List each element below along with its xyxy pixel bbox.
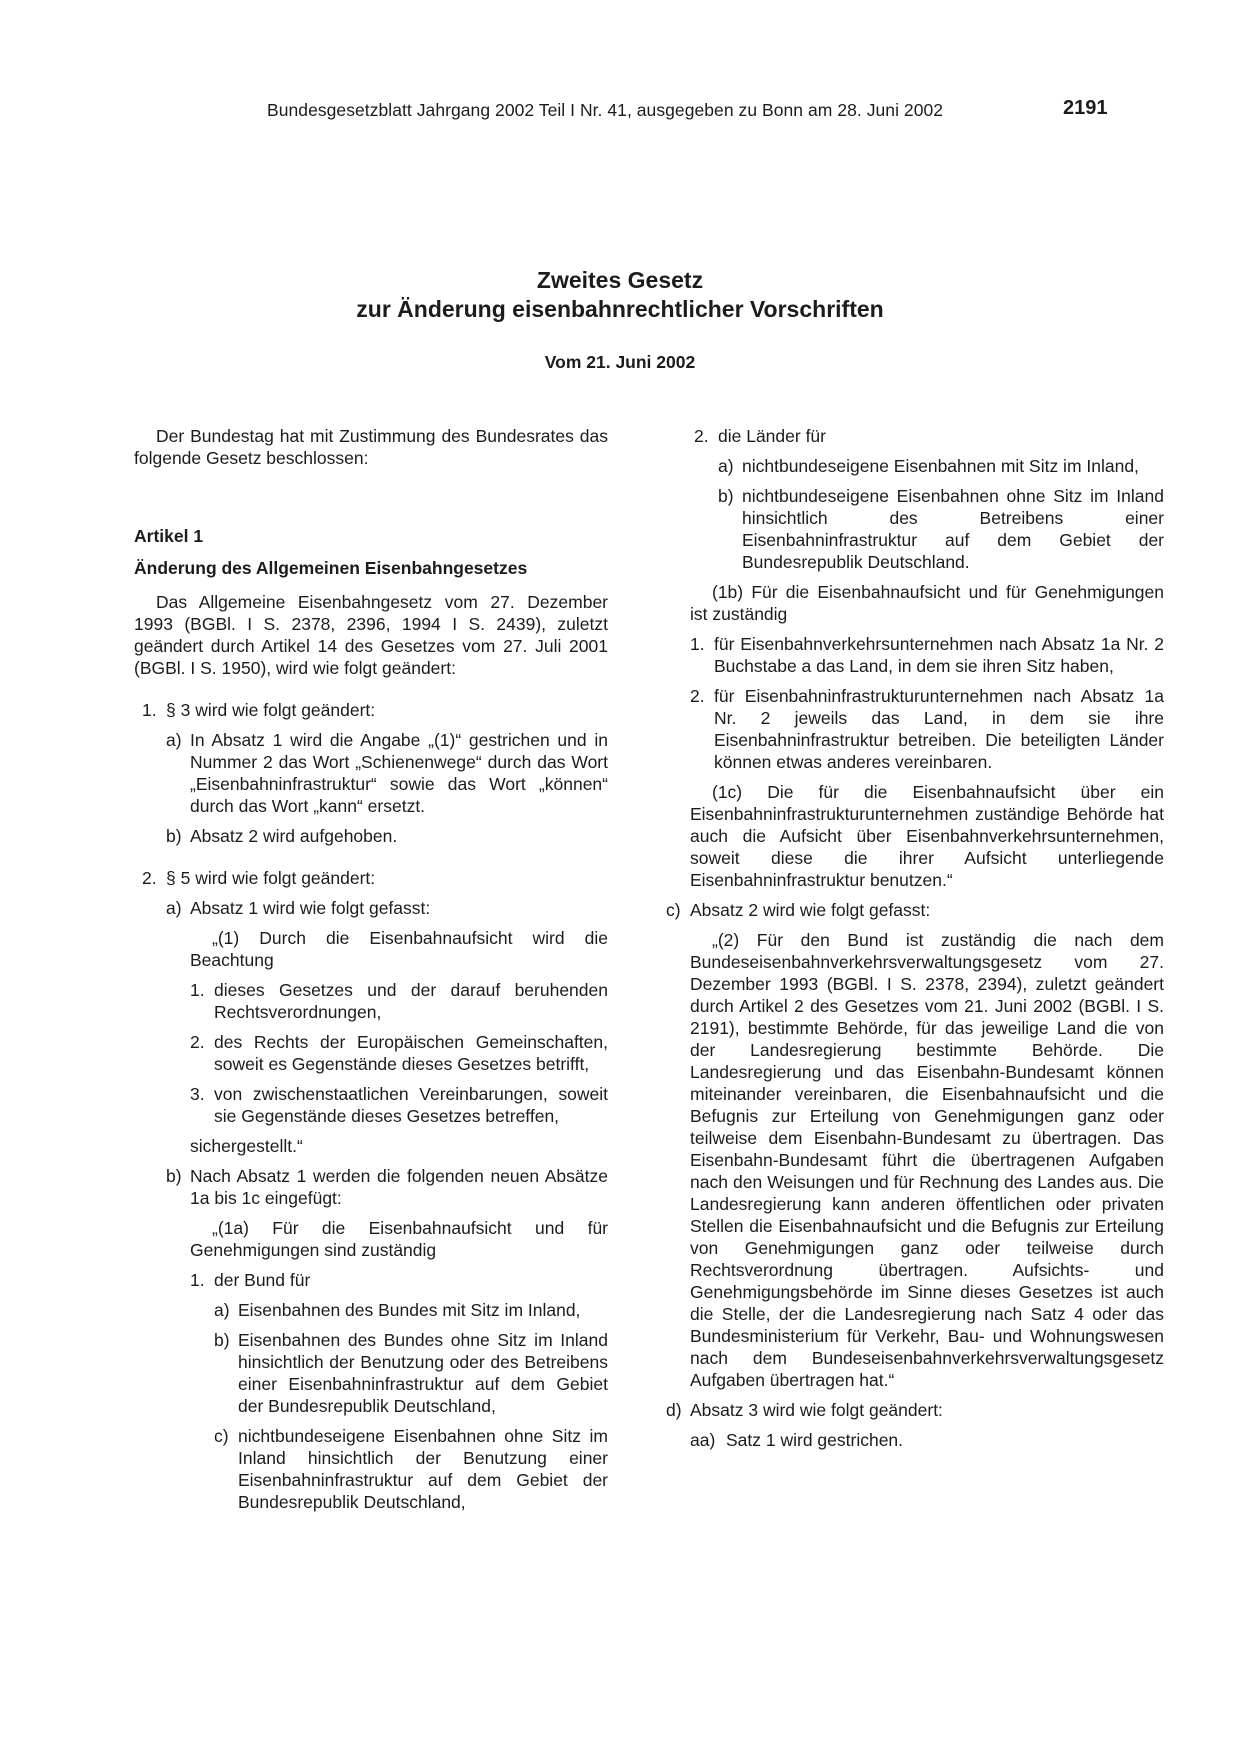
quote-text: „(1) Durch die Eisenbahnaufsicht wird die Beachtung [190,928,608,970]
item-label: a) [166,730,182,750]
paragraph-1c: (1c) Die für die Eisenbahnaufsicht über ein Eisenbahninfrastrukturunternehmen zuständige Behörde hat auch die Aufsicht über Eisenbahnverkehrsunternehmen, soweit diese die ihrer Aufsicht unterliegende Eisenbahninfrastruktur benutzen.“ [690,782,1164,890]
list-item [166,897,608,919]
item-label: a) [718,456,734,476]
page-number: 2191 [1063,97,1108,119]
item-label: b) [718,486,734,506]
item-text: Eisenbahnen des Bundes mit Sitz im Inland, [238,1300,581,1320]
item-label: 1. [142,700,157,720]
item-text: des Rechts der Europäischen Gemeinschaften, soweit es Gegenstände dieses Gesetzes betrifft, [214,1032,608,1074]
law-date: Vom 21. Juni 2002 [544,352,696,372]
item-text: Absatz 1 wird wie folgt gefasst: [190,898,431,918]
item-text: von zwischenstaatlichen Vereinbarungen, soweit sie Gegenstände dieses Gesetzes betreffen, [214,1084,608,1126]
item-text: Absatz 2 wird wie folgt gefasst: [690,900,931,920]
item-label: c) [666,900,681,920]
item-text: Absatz 3 wird wie folgt geändert: [690,1400,943,1420]
item-text: Nach Absatz 1 werden die folgenden neuen Absätze 1a bis 1c eingefügt: [190,1166,608,1208]
item-label: a) [214,1300,230,1320]
item-text: nichtbundeseigene Eisenbahnen ohne Sitz im Inland hinsichtlich der Benutzung einer Eisenbahninfrastruktur auf dem Gebiet der Bundesrepublik Deutschland, [238,1426,608,1512]
list-item [666,899,1164,921]
item-text: für Eisenbahninfrastrukturunternehmen nach Absatz 1a Nr. 2 jeweils das Land, in dem sie ihre Eisenbahninfrastruktur betreiben. Die beteiligten Länder können etwas anderes vereinbaren. [714,686,1164,772]
list-item [690,1429,1164,1451]
title-line-1: Zweites Gesetz [536,267,704,293]
item-label: a) [166,898,182,918]
list-item [166,1165,608,1209]
list-item [666,1399,1164,1421]
item-label: b) [166,1166,182,1186]
running-header: Bundesgesetzblatt Jahrgang 2002 Teil I Nr. 41, ausgegeben zu Bonn am 28. Juni 2002 [267,100,944,120]
item-text: nichtbundeseigene Eisenbahnen ohne Sitz im Inland hinsichtlich des Betreibens einer Eisenbahninfrastruktur auf dem Gebiet der Bundesrepublik Deutschland. [742,486,1164,572]
list-item [166,825,608,847]
list-item [214,1329,608,1417]
article-intro: Das Allgemeine Eisenbahngesetz vom 27. Dezember 1993 (BGBl. I S. 2378, 2396, 1994 I S. 2439), zuletzt geändert durch Artikel 14 des Gesetzes vom 27. Juli 2001 (BGBl. I S. 1950), wird wie folgt geändert: [134,592,608,678]
list-item [690,685,1164,773]
item-label: b) [214,1330,230,1350]
law-title [0,266,1240,324]
item-text: § 5 wird wie folgt geändert: [166,868,376,888]
list-item [166,729,608,817]
item-text: Eisenbahnen des Bundes ohne Sitz im Inland hinsichtlich der Benutzung oder des Betreibens einer Eisenbahninfrastruktur auf dem Gebiet der Bundesrepublik Deutschland, [238,1330,608,1416]
quote-end: sichergestellt.“ [190,1136,303,1156]
item-text: nichtbundeseigene Eisenbahnen mit Sitz im Inland, [742,456,1139,476]
item-text: Satz 1 wird gestrichen. [726,1430,904,1450]
list-item [718,455,1164,477]
list-item [190,1083,608,1127]
list-item [190,979,608,1023]
item-label: aa) [690,1430,716,1450]
list-item [694,425,1164,447]
article-title: Artikel 1 [134,526,204,546]
item-label: b) [166,826,182,846]
item-label: 1. [690,634,705,654]
item-text: dieses Gesetzes und der darauf beruhenden Rechtsverordnungen, [214,980,608,1022]
quote-text: „(1a) Für die Eisenbahnaufsicht und für Genehmigungen sind zuständig [190,1218,608,1260]
item-label: 2. [694,426,709,446]
item-label: 2. [190,1032,205,1052]
list-item [214,1425,608,1513]
left-column [134,425,608,1513]
item-text: der Bund für [214,1270,311,1290]
list-item [142,867,608,889]
list-item [142,699,608,721]
paragraph-2-quote: „(2) Für den Bund ist zuständig die nach dem Bundeseisenbahnverkehrsverwaltungsgesetz vom 27. Dezember 1993 (BGBl. I S. 2378, 2394), zuletzt geändert durch Artikel 2 des Gesetzes vom 21. Juni 2002 (BGBl. I S. 2191), bestimmte Behörde, für das jeweilige Land die von der Landesregierung bestimmte Behörde. Die Landesregierung und das Eisenbahn-Bundesamt können miteinander vereinbaren, die Eisenbahnaufsicht und die Befugnis zur Erteilung von Genehmigungen ganz oder teilweise dem Eisenbahn-Bundesamt zu übertragen. Das Eisenbahn-Bundesamt führt die übertragenen Aufgaben nach den Weisungen und für Rechnung des Landes aus. Die Landesregierung kann anderen öffentlichen oder privaten Stellen die Eisenbahnaufsicht und die Befugnis zur Erteilung von Genehmigungen ganz oder teilweise durch Rechtsverordnung übertragen. Aufsichts- und Genehmigungsbehörde im Sinne dieses Gesetzes ist auch die Stelle, der die Landesregierung nach Satz 4 oder das Bundesministerium für Verkehr, Bau- und Wohnungswesen nach dem Bundeseisenbahnverkehrsverwaltungsgesetz Aufgaben übertragen hat.“ [690,930,1164,1390]
item-text: In Absatz 1 wird die Angabe „(1)“ gestrichen und in Nummer 2 das Wort „Schienenwege“ durch das Wort „Eisenbahninfrastruktur“ sowie das Wort „können“ durch das Wort „kann“ ersetzt. [190,730,608,816]
title-line-2: zur Änderung eisenbahnrechtlicher Vorschriften [356,296,884,322]
article-subtitle: Änderung des Allgemeinen Eisenbahngesetzes [134,558,528,578]
preamble: Der Bundestag hat mit Zustimmung des Bundesrates das folgende Gesetz beschlossen: [134,426,608,468]
list-item [190,1269,608,1291]
paragraph-1b: (1b) Für die Eisenbahnaufsicht und für Genehmigungen ist zuständig [690,582,1164,624]
list-item [718,485,1164,573]
list-item [190,1031,608,1075]
item-label: 2. [690,686,705,706]
item-text: § 3 wird wie folgt geändert: [166,700,376,720]
item-label: 1. [190,980,205,1000]
item-text: für Eisenbahnverkehrsunternehmen nach Absatz 1a Nr. 2 Buchstabe a das Land, in dem sie ihren Sitz haben, [714,634,1164,676]
list-item [214,1299,608,1321]
item-text: Absatz 2 wird aufgehoben. [190,826,398,846]
right-column [666,425,1164,1451]
list-item [690,633,1164,677]
item-label: c) [214,1426,229,1446]
item-label: 3. [190,1084,205,1104]
item-label: 1. [190,1270,205,1290]
item-label: d) [666,1400,682,1420]
item-text: die Länder für [718,426,826,446]
item-label: 2. [142,868,157,888]
